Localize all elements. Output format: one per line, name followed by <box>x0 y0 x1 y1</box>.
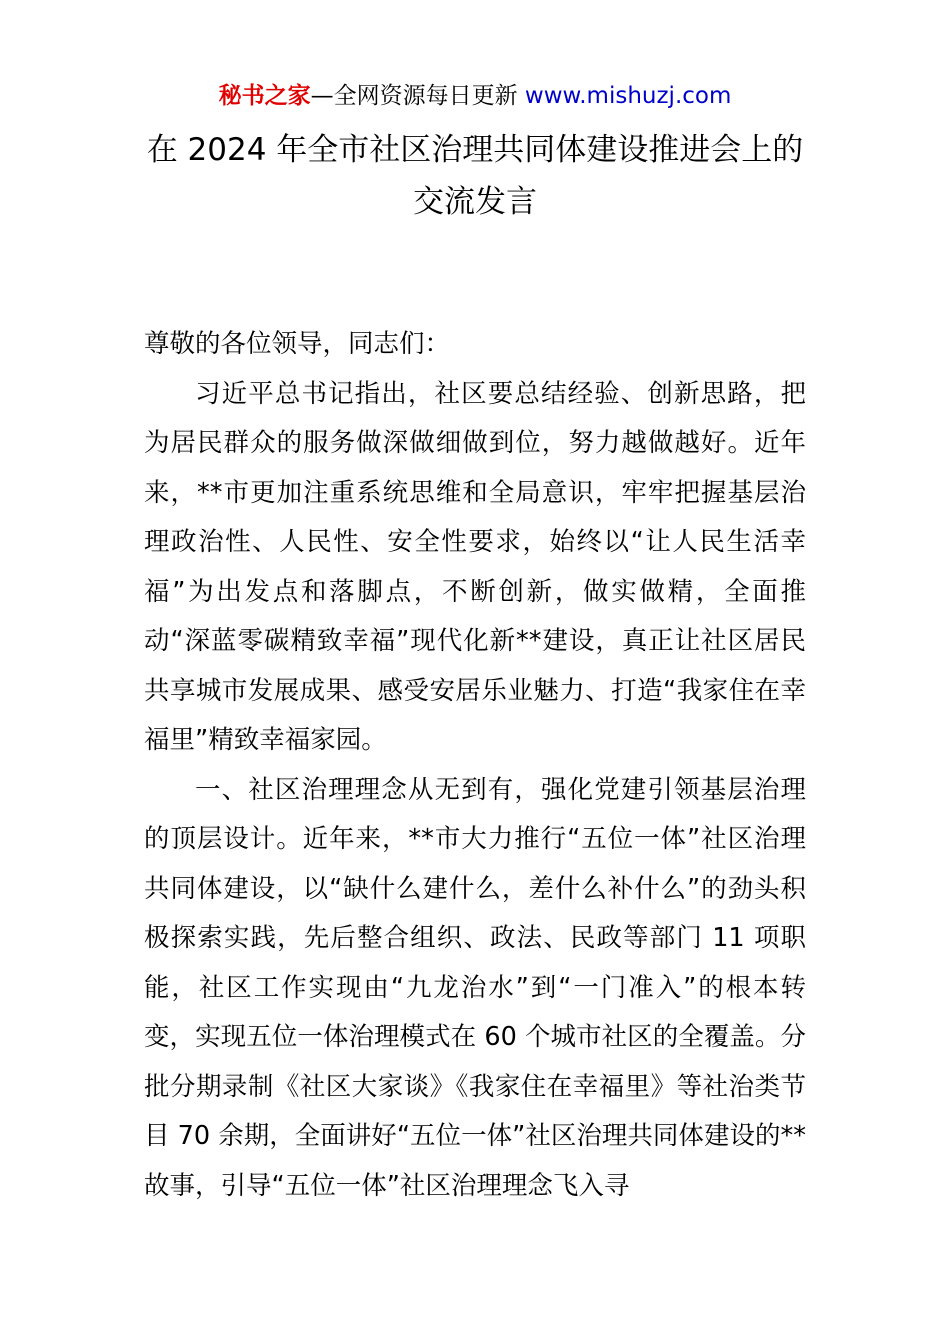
watermark-header <box>0 80 950 112</box>
header-site-link[interactable]: www.mishuzj.com <box>524 83 732 109</box>
header-tagline: —全网资源每日更新 <box>310 83 525 109</box>
document-title <box>100 124 850 228</box>
paragraph-2: 一、社区治理理念从无到有，强化党建引领基层治理的顶层设计。近年来，**市大力推行“五位一体”社区治理共同体建设，以“缺什么建什么，差什么补什么”的劲头积极探索实践，先后整合组织、政法、民政等部门 11 项职能，社区工作实现由“九龙治水”到“一门准入”的根本转变，实现五位一体治理模式在 60 个城市社区的全覆盖。分批分期录制《社区大家谈》《我家住在幸福里》等社治类节目 70 余期，全面讲好“五位一体”社区治理共同体建设的**故事，引导“五位一体”社区治理理念飞入寻 <box>144 774 806 1201</box>
document-body <box>144 320 806 1211</box>
salutation: 尊敬的各位领导，同志们： <box>144 329 451 359</box>
header-brand: 秘书之家 <box>218 83 311 109</box>
title-line-2: 交流发言 <box>413 184 537 220</box>
paragraph-1: 习近平总书记指出，社区要总结经验、创新思路，把为居民群众的服务做深做细做到位，努力越做越好。近年来，**市更加注重系统思维和全局意识，牢牢把握基层治理政治性、人民性、安全性要求，始终以“让人民生活幸福”为出发点和落脚点，不断创新，做实做精，全面推动“深蓝零碳精致幸福”现代化新**建设，真正让社区居民共享城市发展成果、感受安居乐业魅力、打造“我家住在幸福里”精致幸福家园。 <box>144 378 806 755</box>
title-line-1: 在 2024 年全市社区治理共同体建设推进会上的 <box>146 132 804 168</box>
